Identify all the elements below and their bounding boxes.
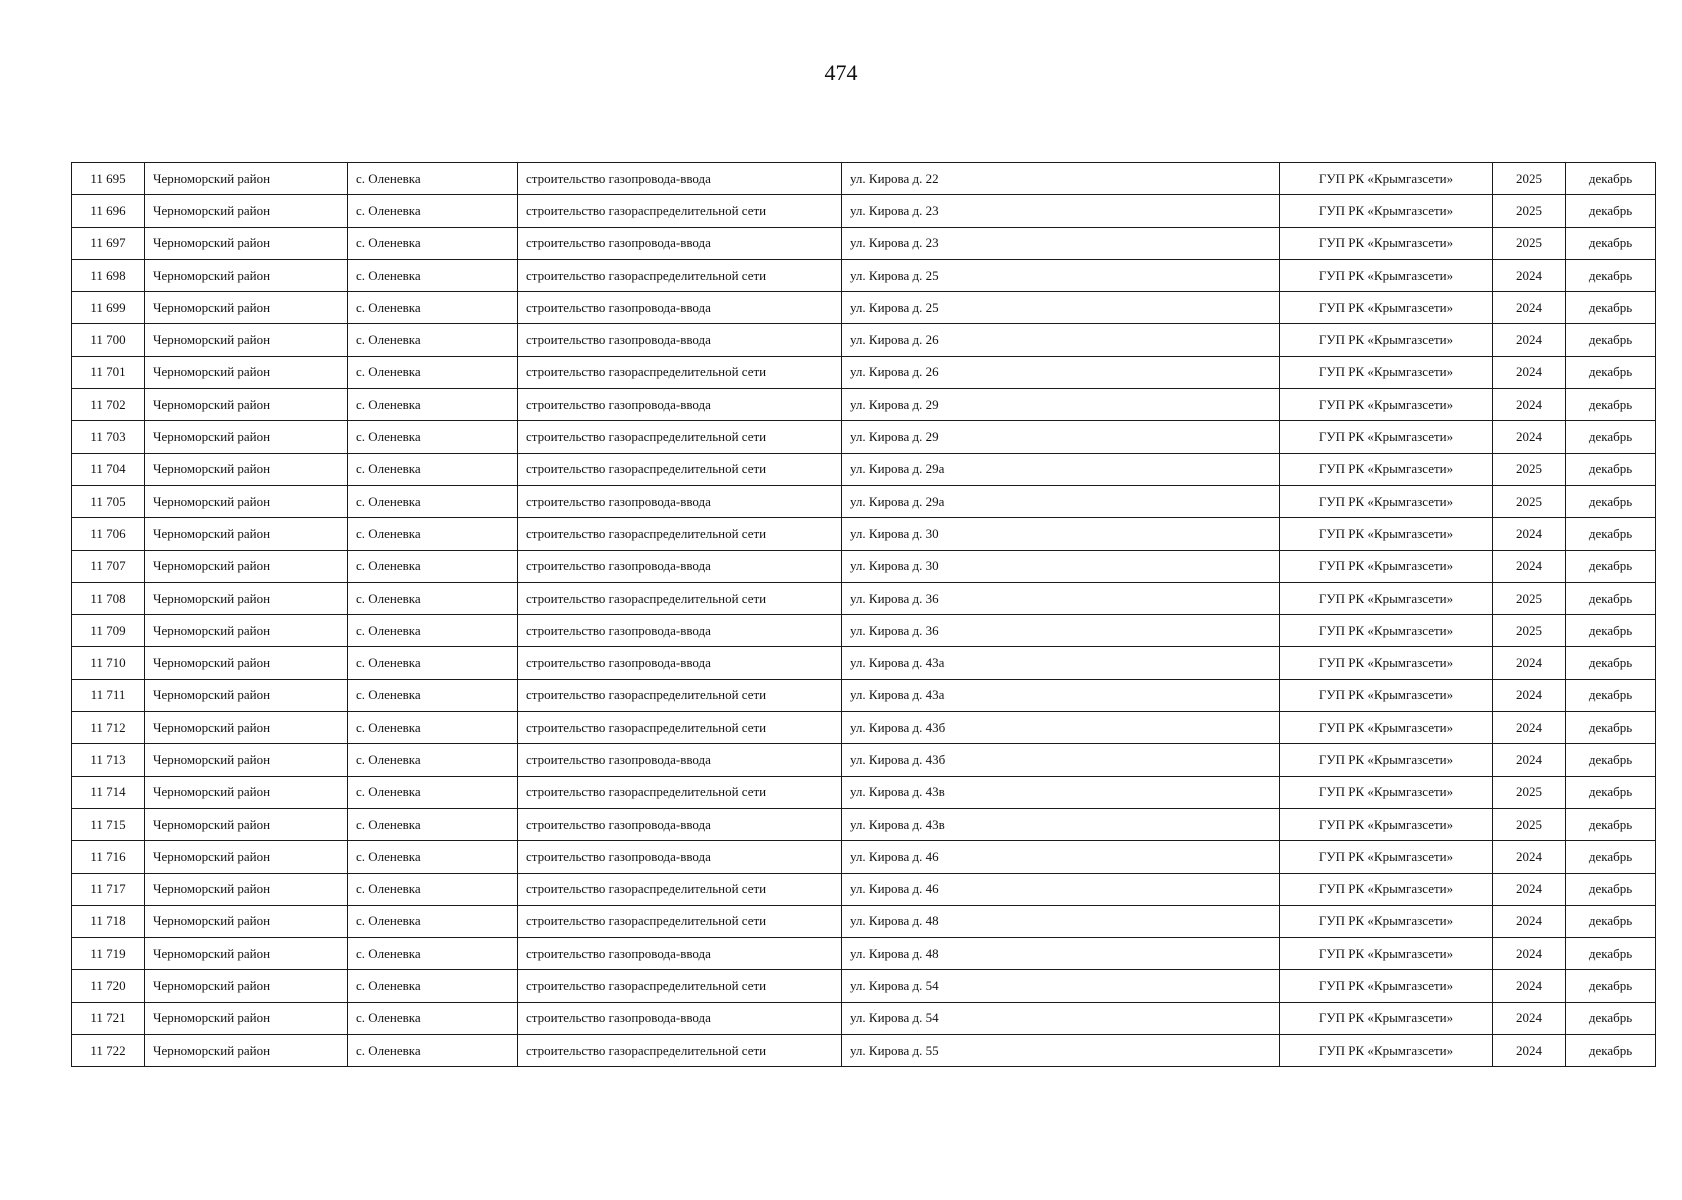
- work-type-cell: строительство газопровода-ввода: [518, 841, 842, 873]
- month-cell: декабрь: [1566, 1035, 1656, 1067]
- village-cell: с. Оленевка: [348, 1035, 518, 1067]
- organization-cell: ГУП РК «Крымгазсети»: [1280, 970, 1493, 1002]
- work-type-cell: строительство газораспределительной сети: [518, 582, 842, 614]
- work-type-cell: строительство газопровода-ввода: [518, 292, 842, 324]
- row-number-cell: 11 707: [72, 550, 145, 582]
- table-row: [72, 485, 1656, 517]
- work-type-cell: строительство газораспределительной сети: [518, 518, 842, 550]
- address-cell: ул. Кирова д. 26: [842, 356, 1280, 388]
- address-cell: ул. Кирова д. 25: [842, 292, 1280, 324]
- district-cell: Черноморский район: [145, 550, 348, 582]
- district-cell: Черноморский район: [145, 647, 348, 679]
- row-number-cell: 11 706: [72, 518, 145, 550]
- work-type-cell: строительство газораспределительной сети: [518, 776, 842, 808]
- organization-cell: ГУП РК «Крымгазсети»: [1280, 938, 1493, 970]
- year-cell: 2025: [1493, 582, 1566, 614]
- organization-cell: ГУП РК «Крымгазсети»: [1280, 615, 1493, 647]
- district-cell: Черноморский район: [145, 453, 348, 485]
- organization-cell: ГУП РК «Крымгазсети»: [1280, 421, 1493, 453]
- address-cell: ул. Кирова д. 26: [842, 324, 1280, 356]
- village-cell: с. Оленевка: [348, 938, 518, 970]
- district-cell: Черноморский район: [145, 841, 348, 873]
- month-cell: декабрь: [1566, 518, 1656, 550]
- work-type-cell: строительство газораспределительной сети: [518, 356, 842, 388]
- organization-cell: ГУП РК «Крымгазсети»: [1280, 518, 1493, 550]
- year-cell: 2025: [1493, 195, 1566, 227]
- address-cell: ул. Кирова д. 43б: [842, 744, 1280, 776]
- village-cell: с. Оленевка: [348, 421, 518, 453]
- row-number-cell: 11 713: [72, 744, 145, 776]
- row-number-cell: 11 722: [72, 1035, 145, 1067]
- district-cell: Черноморский район: [145, 776, 348, 808]
- table-row: [72, 195, 1656, 227]
- district-cell: Черноморский район: [145, 421, 348, 453]
- month-cell: декабрь: [1566, 259, 1656, 291]
- address-cell: ул. Кирова д. 25: [842, 259, 1280, 291]
- month-cell: декабрь: [1566, 679, 1656, 711]
- village-cell: с. Оленевка: [348, 550, 518, 582]
- address-cell: ул. Кирова д. 30: [842, 550, 1280, 582]
- organization-cell: ГУП РК «Крымгазсети»: [1280, 1002, 1493, 1034]
- village-cell: с. Оленевка: [348, 776, 518, 808]
- district-cell: Черноморский район: [145, 808, 348, 840]
- table-row: [72, 744, 1656, 776]
- district-cell: Черноморский район: [145, 615, 348, 647]
- year-cell: 2025: [1493, 776, 1566, 808]
- district-cell: Черноморский район: [145, 195, 348, 227]
- row-number-cell: 11 695: [72, 163, 145, 195]
- work-type-cell: строительство газораспределительной сети: [518, 679, 842, 711]
- work-type-cell: строительство газопровода-ввода: [518, 485, 842, 517]
- address-cell: ул. Кирова д. 23: [842, 195, 1280, 227]
- village-cell: с. Оленевка: [348, 970, 518, 1002]
- district-cell: Черноморский район: [145, 518, 348, 550]
- address-cell: ул. Кирова д. 22: [842, 163, 1280, 195]
- month-cell: декабрь: [1566, 647, 1656, 679]
- month-cell: декабрь: [1566, 808, 1656, 840]
- village-cell: с. Оленевка: [348, 1002, 518, 1034]
- village-cell: с. Оленевка: [348, 808, 518, 840]
- work-type-cell: строительство газопровода-ввода: [518, 550, 842, 582]
- address-cell: ул. Кирова д. 43а: [842, 647, 1280, 679]
- year-cell: 2024: [1493, 873, 1566, 905]
- year-cell: 2024: [1493, 712, 1566, 744]
- month-cell: декабрь: [1566, 421, 1656, 453]
- table-row: [72, 1035, 1656, 1067]
- work-type-cell: строительство газопровода-ввода: [518, 615, 842, 647]
- village-cell: с. Оленевка: [348, 905, 518, 937]
- district-cell: Черноморский район: [145, 1002, 348, 1034]
- month-cell: декабрь: [1566, 841, 1656, 873]
- year-cell: 2024: [1493, 356, 1566, 388]
- village-cell: с. Оленевка: [348, 227, 518, 259]
- address-cell: ул. Кирова д. 23: [842, 227, 1280, 259]
- address-cell: ул. Кирова д. 46: [842, 841, 1280, 873]
- table-row: [72, 324, 1656, 356]
- address-cell: ул. Кирова д. 29: [842, 389, 1280, 421]
- year-cell: 2025: [1493, 227, 1566, 259]
- work-type-cell: строительство газопровода-ввода: [518, 744, 842, 776]
- year-cell: 2024: [1493, 647, 1566, 679]
- table-row: [72, 647, 1656, 679]
- organization-cell: ГУП РК «Крымгазсети»: [1280, 550, 1493, 582]
- work-type-cell: строительство газопровода-ввода: [518, 647, 842, 679]
- table-row: [72, 905, 1656, 937]
- year-cell: 2025: [1493, 485, 1566, 517]
- year-cell: 2024: [1493, 389, 1566, 421]
- village-cell: с. Оленевка: [348, 163, 518, 195]
- table-row: [72, 808, 1656, 840]
- table-row: [72, 970, 1656, 1002]
- year-cell: 2024: [1493, 744, 1566, 776]
- organization-cell: ГУП РК «Крымгазсети»: [1280, 647, 1493, 679]
- month-cell: декабрь: [1566, 905, 1656, 937]
- year-cell: 2025: [1493, 453, 1566, 485]
- year-cell: 2024: [1493, 324, 1566, 356]
- year-cell: 2025: [1493, 615, 1566, 647]
- village-cell: с. Оленевка: [348, 389, 518, 421]
- work-type-cell: строительство газопровода-ввода: [518, 163, 842, 195]
- address-cell: ул. Кирова д. 29а: [842, 453, 1280, 485]
- month-cell: декабрь: [1566, 615, 1656, 647]
- table-row: [72, 873, 1656, 905]
- row-number-cell: 11 704: [72, 453, 145, 485]
- table-row: [72, 227, 1656, 259]
- village-cell: с. Оленевка: [348, 195, 518, 227]
- table-row: [72, 1002, 1656, 1034]
- month-cell: декабрь: [1566, 873, 1656, 905]
- work-type-cell: строительство газораспределительной сети: [518, 970, 842, 1002]
- organization-cell: ГУП РК «Крымгазсети»: [1280, 744, 1493, 776]
- district-cell: Черноморский район: [145, 292, 348, 324]
- work-type-cell: строительство газопровода-ввода: [518, 227, 842, 259]
- month-cell: декабрь: [1566, 970, 1656, 1002]
- work-type-cell: строительство газопровода-ввода: [518, 938, 842, 970]
- organization-cell: ГУП РК «Крымгазсети»: [1280, 582, 1493, 614]
- address-cell: ул. Кирова д. 29а: [842, 485, 1280, 517]
- work-type-cell: строительство газораспределительной сети: [518, 421, 842, 453]
- village-cell: с. Оленевка: [348, 873, 518, 905]
- organization-cell: ГУП РК «Крымгазсети»: [1280, 808, 1493, 840]
- district-cell: Черноморский район: [145, 712, 348, 744]
- row-number-cell: 11 715: [72, 808, 145, 840]
- address-cell: ул. Кирова д. 43б: [842, 712, 1280, 744]
- work-type-cell: строительство газораспределительной сети: [518, 453, 842, 485]
- month-cell: декабрь: [1566, 712, 1656, 744]
- organization-cell: ГУП РК «Крымгазсети»: [1280, 163, 1493, 195]
- year-cell: 2024: [1493, 679, 1566, 711]
- work-type-cell: строительство газопровода-ввода: [518, 324, 842, 356]
- address-cell: ул. Кирова д. 36: [842, 615, 1280, 647]
- row-number-cell: 11 697: [72, 227, 145, 259]
- work-type-cell: строительство газопровода-ввода: [518, 1002, 842, 1034]
- district-cell: Черноморский район: [145, 227, 348, 259]
- year-cell: 2024: [1493, 292, 1566, 324]
- row-number-cell: 11 699: [72, 292, 145, 324]
- village-cell: с. Оленевка: [348, 485, 518, 517]
- year-cell: 2024: [1493, 905, 1566, 937]
- month-cell: декабрь: [1566, 227, 1656, 259]
- organization-cell: ГУП РК «Крымгазсети»: [1280, 485, 1493, 517]
- table-row: [72, 712, 1656, 744]
- village-cell: с. Оленевка: [348, 453, 518, 485]
- table-row: [72, 841, 1656, 873]
- village-cell: с. Оленевка: [348, 841, 518, 873]
- organization-cell: ГУП РК «Крымгазсети»: [1280, 227, 1493, 259]
- month-cell: декабрь: [1566, 195, 1656, 227]
- village-cell: с. Оленевка: [348, 518, 518, 550]
- table-row: [72, 550, 1656, 582]
- organization-cell: ГУП РК «Крымгазсети»: [1280, 1035, 1493, 1067]
- village-cell: с. Оленевка: [348, 582, 518, 614]
- village-cell: с. Оленевка: [348, 647, 518, 679]
- village-cell: с. Оленевка: [348, 712, 518, 744]
- work-type-cell: строительство газораспределительной сети: [518, 195, 842, 227]
- village-cell: с. Оленевка: [348, 744, 518, 776]
- work-type-cell: строительство газопровода-ввода: [518, 389, 842, 421]
- table-row: [72, 679, 1656, 711]
- village-cell: с. Оленевка: [348, 292, 518, 324]
- page-number: 474: [824, 60, 858, 85]
- district-cell: Черноморский район: [145, 1035, 348, 1067]
- work-type-cell: строительство газораспределительной сети: [518, 905, 842, 937]
- row-number-cell: 11 701: [72, 356, 145, 388]
- table-row: [72, 389, 1656, 421]
- district-cell: Черноморский район: [145, 389, 348, 421]
- table-row: [72, 615, 1656, 647]
- address-cell: ул. Кирова д. 43а: [842, 679, 1280, 711]
- organization-cell: ГУП РК «Крымгазсети»: [1280, 195, 1493, 227]
- year-cell: 2024: [1493, 1002, 1566, 1034]
- table-body: [72, 163, 1656, 1067]
- organization-cell: ГУП РК «Крымгазсети»: [1280, 679, 1493, 711]
- table-row: [72, 776, 1656, 808]
- year-cell: 2024: [1493, 841, 1566, 873]
- year-cell: 2024: [1493, 938, 1566, 970]
- row-number-cell: 11 696: [72, 195, 145, 227]
- month-cell: декабрь: [1566, 453, 1656, 485]
- month-cell: декабрь: [1566, 582, 1656, 614]
- organization-cell: ГУП РК «Крымгазсети»: [1280, 292, 1493, 324]
- registry-table: [71, 162, 1656, 1067]
- work-type-cell: строительство газораспределительной сети: [518, 873, 842, 905]
- district-cell: Черноморский район: [145, 163, 348, 195]
- year-cell: 2025: [1493, 163, 1566, 195]
- row-number-cell: 11 700: [72, 324, 145, 356]
- row-number-cell: 11 717: [72, 873, 145, 905]
- address-cell: ул. Кирова д. 46: [842, 873, 1280, 905]
- address-cell: ул. Кирова д. 48: [842, 905, 1280, 937]
- year-cell: 2024: [1493, 518, 1566, 550]
- organization-cell: ГУП РК «Крымгазсети»: [1280, 389, 1493, 421]
- table-row: [72, 938, 1656, 970]
- row-number-cell: 11 702: [72, 389, 145, 421]
- village-cell: с. Оленевка: [348, 259, 518, 291]
- row-number-cell: 11 705: [72, 485, 145, 517]
- year-cell: 2024: [1493, 421, 1566, 453]
- table-row: [72, 356, 1656, 388]
- month-cell: декабрь: [1566, 356, 1656, 388]
- district-cell: Черноморский район: [145, 679, 348, 711]
- address-cell: ул. Кирова д. 48: [842, 938, 1280, 970]
- row-number-cell: 11 718: [72, 905, 145, 937]
- row-number-cell: 11 708: [72, 582, 145, 614]
- organization-cell: ГУП РК «Крымгазсети»: [1280, 259, 1493, 291]
- organization-cell: ГУП РК «Крымгазсети»: [1280, 356, 1493, 388]
- row-number-cell: 11 711: [72, 679, 145, 711]
- village-cell: с. Оленевка: [348, 356, 518, 388]
- table-row: [72, 453, 1656, 485]
- work-type-cell: строительство газораспределительной сети: [518, 1035, 842, 1067]
- district-cell: Черноморский район: [145, 356, 348, 388]
- row-number-cell: 11 719: [72, 938, 145, 970]
- address-cell: ул. Кирова д. 43в: [842, 808, 1280, 840]
- row-number-cell: 11 712: [72, 712, 145, 744]
- month-cell: декабрь: [1566, 776, 1656, 808]
- organization-cell: ГУП РК «Крымгазсети»: [1280, 453, 1493, 485]
- month-cell: декабрь: [1566, 1002, 1656, 1034]
- village-cell: с. Оленевка: [348, 324, 518, 356]
- table-row: [72, 518, 1656, 550]
- address-cell: ул. Кирова д. 54: [842, 970, 1280, 1002]
- organization-cell: ГУП РК «Крымгазсети»: [1280, 873, 1493, 905]
- year-cell: 2024: [1493, 550, 1566, 582]
- district-cell: Черноморский район: [145, 905, 348, 937]
- district-cell: Черноморский район: [145, 744, 348, 776]
- month-cell: декабрь: [1566, 163, 1656, 195]
- row-number-cell: 11 716: [72, 841, 145, 873]
- row-number-cell: 11 703: [72, 421, 145, 453]
- district-cell: Черноморский район: [145, 938, 348, 970]
- district-cell: Черноморский район: [145, 582, 348, 614]
- year-cell: 2025: [1493, 808, 1566, 840]
- row-number-cell: 11 709: [72, 615, 145, 647]
- work-type-cell: строительство газопровода-ввода: [518, 808, 842, 840]
- month-cell: декабрь: [1566, 389, 1656, 421]
- row-number-cell: 11 710: [72, 647, 145, 679]
- village-cell: с. Оленевка: [348, 615, 518, 647]
- row-number-cell: 11 714: [72, 776, 145, 808]
- district-cell: Черноморский район: [145, 970, 348, 1002]
- year-cell: 2024: [1493, 259, 1566, 291]
- address-cell: ул. Кирова д. 55: [842, 1035, 1280, 1067]
- month-cell: декабрь: [1566, 292, 1656, 324]
- village-cell: с. Оленевка: [348, 679, 518, 711]
- month-cell: декабрь: [1566, 550, 1656, 582]
- address-cell: ул. Кирова д. 36: [842, 582, 1280, 614]
- district-cell: Черноморский район: [145, 259, 348, 291]
- district-cell: Черноморский район: [145, 324, 348, 356]
- month-cell: декабрь: [1566, 744, 1656, 776]
- address-cell: ул. Кирова д. 30: [842, 518, 1280, 550]
- organization-cell: ГУП РК «Крымгазсети»: [1280, 324, 1493, 356]
- table-row: [72, 163, 1656, 195]
- row-number-cell: 11 720: [72, 970, 145, 1002]
- district-cell: Черноморский район: [145, 873, 348, 905]
- work-type-cell: строительство газораспределительной сети: [518, 259, 842, 291]
- row-number-cell: 11 698: [72, 259, 145, 291]
- month-cell: декабрь: [1566, 485, 1656, 517]
- month-cell: декабрь: [1566, 938, 1656, 970]
- row-number-cell: 11 721: [72, 1002, 145, 1034]
- work-type-cell: строительство газораспределительной сети: [518, 712, 842, 744]
- address-cell: ул. Кирова д. 29: [842, 421, 1280, 453]
- table-row: [72, 292, 1656, 324]
- table-row: [72, 421, 1656, 453]
- year-cell: 2024: [1493, 970, 1566, 1002]
- organization-cell: ГУП РК «Крымгазсети»: [1280, 841, 1493, 873]
- address-cell: ул. Кирова д. 54: [842, 1002, 1280, 1034]
- organization-cell: ГУП РК «Крымгазсети»: [1280, 712, 1493, 744]
- address-cell: ул. Кирова д. 43в: [842, 776, 1280, 808]
- year-cell: 2024: [1493, 1035, 1566, 1067]
- table-row: [72, 259, 1656, 291]
- organization-cell: ГУП РК «Крымгазсети»: [1280, 776, 1493, 808]
- table-row: [72, 582, 1656, 614]
- month-cell: декабрь: [1566, 324, 1656, 356]
- organization-cell: ГУП РК «Крымгазсети»: [1280, 905, 1493, 937]
- district-cell: Черноморский район: [145, 485, 348, 517]
